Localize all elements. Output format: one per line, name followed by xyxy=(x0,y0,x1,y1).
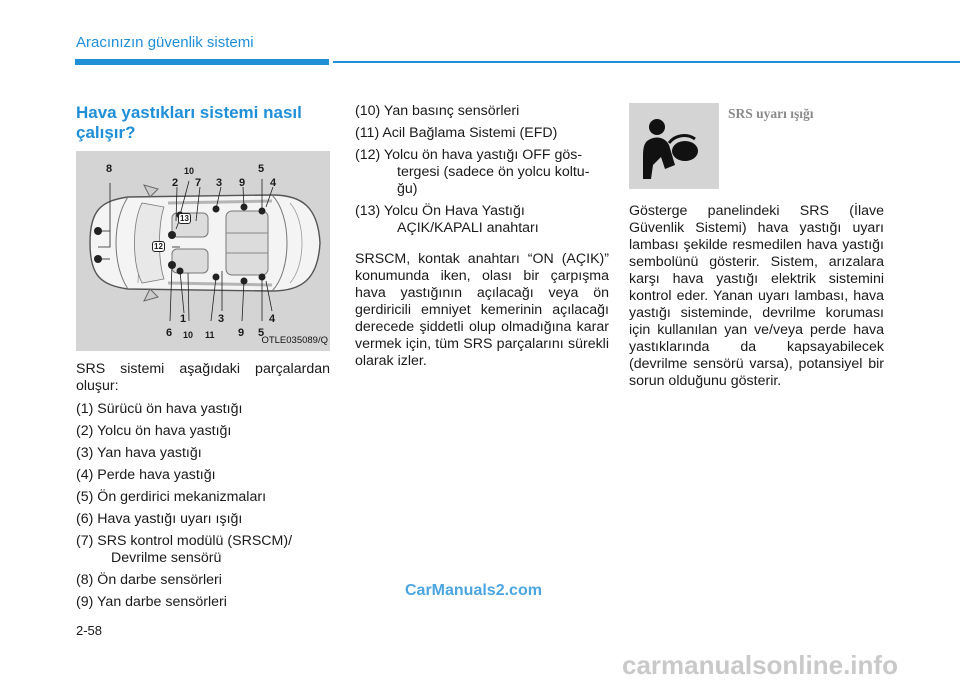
diagram-label: 7 xyxy=(195,177,202,189)
srscm-paragraph: SRSCM, kontak anahtarı “ON (AÇIK)” konumunda iken, olası bir çarpışma hava yastığının açılacağı veya ön gerdiricili emniyet kemerinin açılacağı derecede şiddetli olup olmadığına karar vermek için, tüm SRS parçalarını sürekli olarak izler. xyxy=(355,251,609,369)
section-header-title: Aracınızın güvenlik sistemi xyxy=(76,34,254,51)
diagram-label: 8 xyxy=(106,163,113,175)
list-item: (7) SRS kontrol modülü (SRSCM)/ Devrilme sensörü xyxy=(76,533,293,566)
diagram-label: 5 xyxy=(258,327,265,339)
list-item: (12) Yolcu ön hava yastığı OFF gös- tergesi (sadece ön yolcu koltu- ğu) xyxy=(355,147,590,197)
list-item: (5) Ön gerdirici mekanizmaları xyxy=(76,489,267,505)
list-item: (10) Yan basınç sensörleri xyxy=(355,103,520,119)
diagram-label: 10 xyxy=(183,330,194,340)
diagram-label: 11 xyxy=(205,330,215,340)
airbag-layout-diagram xyxy=(76,151,330,351)
diagram-label: 13 xyxy=(180,214,189,223)
component-list-left xyxy=(76,401,330,611)
diagram-label: 9 xyxy=(238,327,245,339)
diagram-label: 4 xyxy=(269,313,276,325)
diagram-label: 5 xyxy=(258,163,265,175)
diagram-label: 6 xyxy=(166,327,173,339)
column-middle xyxy=(355,103,609,378)
component-list-right xyxy=(355,103,609,237)
srs-light-title: SRS uyarı ışığı xyxy=(728,106,814,121)
diagram-label: 3 xyxy=(218,313,225,325)
srs-warning-block xyxy=(629,103,884,189)
diagram-label: 12 xyxy=(154,242,163,251)
list-item: (3) Yan hava yastığı xyxy=(76,445,202,461)
page-number: 2-58 xyxy=(76,623,103,638)
list-item: (9) Yan darbe sensörleri xyxy=(76,594,227,610)
airbag-warning-icon xyxy=(629,103,719,189)
watermark-carmanualsonline: carmanualsonline.info xyxy=(622,650,898,680)
column-right xyxy=(629,103,884,398)
srs-light-paragraph: Gösterge panelindeki SRS (İlave Güvenlik Sistemi) hava yastığı uyarı lambası şekilde resmedilen hava yastığı sembolünü gösterir. Sistem, arızalara karşı hava yastığı elektrik sistemini kontrol eder. Yanan uyarı lambası, hava yastığı sisteminde, devrilme koruması için kullanılan yan ve/veya perde hava yastıklarında da kapsayabilecek (devrilme sensörü varsa), potansiyel bir sorun olduğunu gösterir. xyxy=(629,203,884,389)
list-item: (8) Ön darbe sensörleri xyxy=(76,572,222,588)
column-left xyxy=(76,103,330,616)
section-heading: Hava yastıkları sistemi nasıl çalışır? xyxy=(76,103,302,142)
list-item: (6) Hava yastığı uyarı ışığı xyxy=(76,511,243,527)
header-rule-thick xyxy=(75,59,329,65)
diagram-label: 9 xyxy=(239,177,246,189)
diagram-label: 1 xyxy=(180,313,187,325)
car-top-view-illustration xyxy=(76,151,330,351)
figure-code: OTLE035089/Q xyxy=(261,335,328,346)
list-item: (4) Perde hava yastığı xyxy=(76,467,216,483)
diagram-label: 3 xyxy=(216,177,223,189)
header-rule-thin xyxy=(333,61,960,63)
intro-paragraph: SRS sistemi aşağıdaki parçalardan oluşur: xyxy=(76,361,330,394)
diagram-label: 4 xyxy=(270,177,277,189)
list-item: (2) Yolcu ön hava yastığı xyxy=(76,423,232,439)
diagram-label: 10 xyxy=(184,166,195,176)
list-item: (11) Acil Bağlama Sistemi (EFD) xyxy=(355,125,558,141)
diagram-label: 2 xyxy=(172,177,179,189)
watermark-carmanuals2: CarManuals2.com xyxy=(405,582,542,599)
list-item: (1) Sürücü ön hava yastığı xyxy=(76,401,243,417)
list-item: (13) Yolcu Ön Hava Yastığı AÇIK/KAPALI anahtarı xyxy=(355,203,539,236)
